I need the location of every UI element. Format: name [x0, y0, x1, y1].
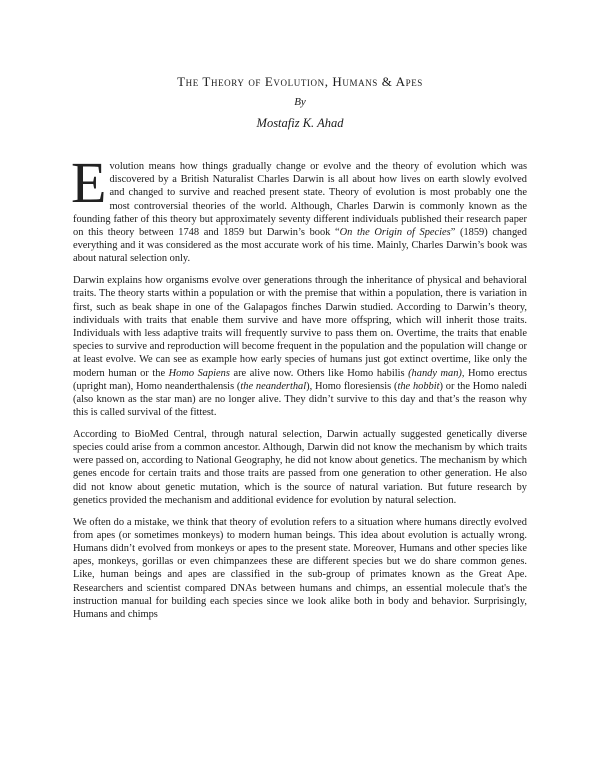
paragraph: [73, 516, 527, 622]
paragraph-text: According to BioMed Central, through natural selection, Darwin actually suggested genetically diverse species could arise from a common ancestor. Although, Darwin did not know the mechanism by which traits were passed on, according to National Geography, he did not know about genetics. The mechanism by which genes encode for certain traits and those traits are passed from one generation to other generation. He also did not know about genetic mutation, which is the source of natural variation. But future research by genetics provided the mechanism and additional evidence for evolution by natural selection.: [73, 428, 527, 506]
paragraph-text: ), Homo floresiensis (: [306, 380, 398, 392]
italic-text: On the Origin of Species: [339, 227, 451, 239]
paragraph-text: We often do a mistake, we think that theory of evolution refers to a situation where humans directly evolved from apes (or sometimes monkeys) to modern human beings. This idea about evolution is actually wrong. Humans didn’t evolved from monkeys or apes to the present state. Moreover, Humans and other species like apes, monkeys, gorillas or even chimpanzees these are different species but we do share common genes. Like, human beings and apes are classified in the sub-group of primates known as the Great Ape. Researchers and scientist compared DNAs between humans and chimps, an essential molecule that's the instruction manual for building each species since we look alike both in body and behavior. Surprisingly, Humans and chimps: [73, 516, 527, 620]
paragraph-text: ) or the Homo naledi (also known as the star man) are no longer alive. They didn’t survive to this day and that’s the reason why this is called survival of the fittest.: [73, 380, 527, 419]
paragraph: [73, 428, 527, 507]
italic-text: the hobbit: [397, 380, 440, 392]
document-body: [71, 150, 527, 630]
author-name: Mostafiz K. Ahad: [256, 116, 344, 130]
italic-text: the neanderthal: [240, 380, 307, 392]
paragraph: [73, 274, 527, 419]
byline: By: [294, 96, 306, 108]
document-title: The Theory of Evolution, Humans & Apes: [177, 74, 423, 89]
italic-text: Homo Sapiens: [168, 367, 230, 379]
paragraph-text: volution means how things gradually change or evolve and the theory of evolution which was discovered by a British Naturalist Charles Darwin is all about how lives on earth slowly evolved and changed to survive and reached present state. Theory of evolution is most probably one the most controversial theories of the world. Although, Charles Darwin is commonly known as the founding father of this theory but approximately seventy different individuals published their research paper on this theory between 1748 and 1859 but Darwin’s book “: [73, 161, 527, 239]
paragraph-text: are alive now. Others like Homo habilis: [229, 367, 409, 379]
italic-text: (handy man),: [408, 367, 465, 379]
paragraph-text: ” (1859) changed everything and it was considered as the most accurate work of his time. Mainly, Charles Darwin’s book was about natural selection only.: [73, 227, 527, 265]
paragraph-text: Darwin explains how organisms evolve over generations through the inheritance of physical and behavioral traits. The theory starts within a population or with the premise that within a population, there is variation in first, such as beak shape in one of the Galapagos finches Darwin studied. According to Darwin’s theory, individuals with traits that enable them survive and have more offspring, which will inherit those traits. Individuals with less adaptive traits will frequently survive to pass them on. Overtime, the traits that enable species to survive and reproduction will become frequent in the population and the population will change or at least evolve. We can see as example how early species of humans just got extinct overtime, like only the modern human or the: [73, 275, 527, 379]
drop-cap: E: [71, 150, 107, 215]
paragraph: [71, 150, 527, 266]
paragraph-text: Homo erectus (upright man), Homo neanderthalensis (: [73, 367, 527, 392]
